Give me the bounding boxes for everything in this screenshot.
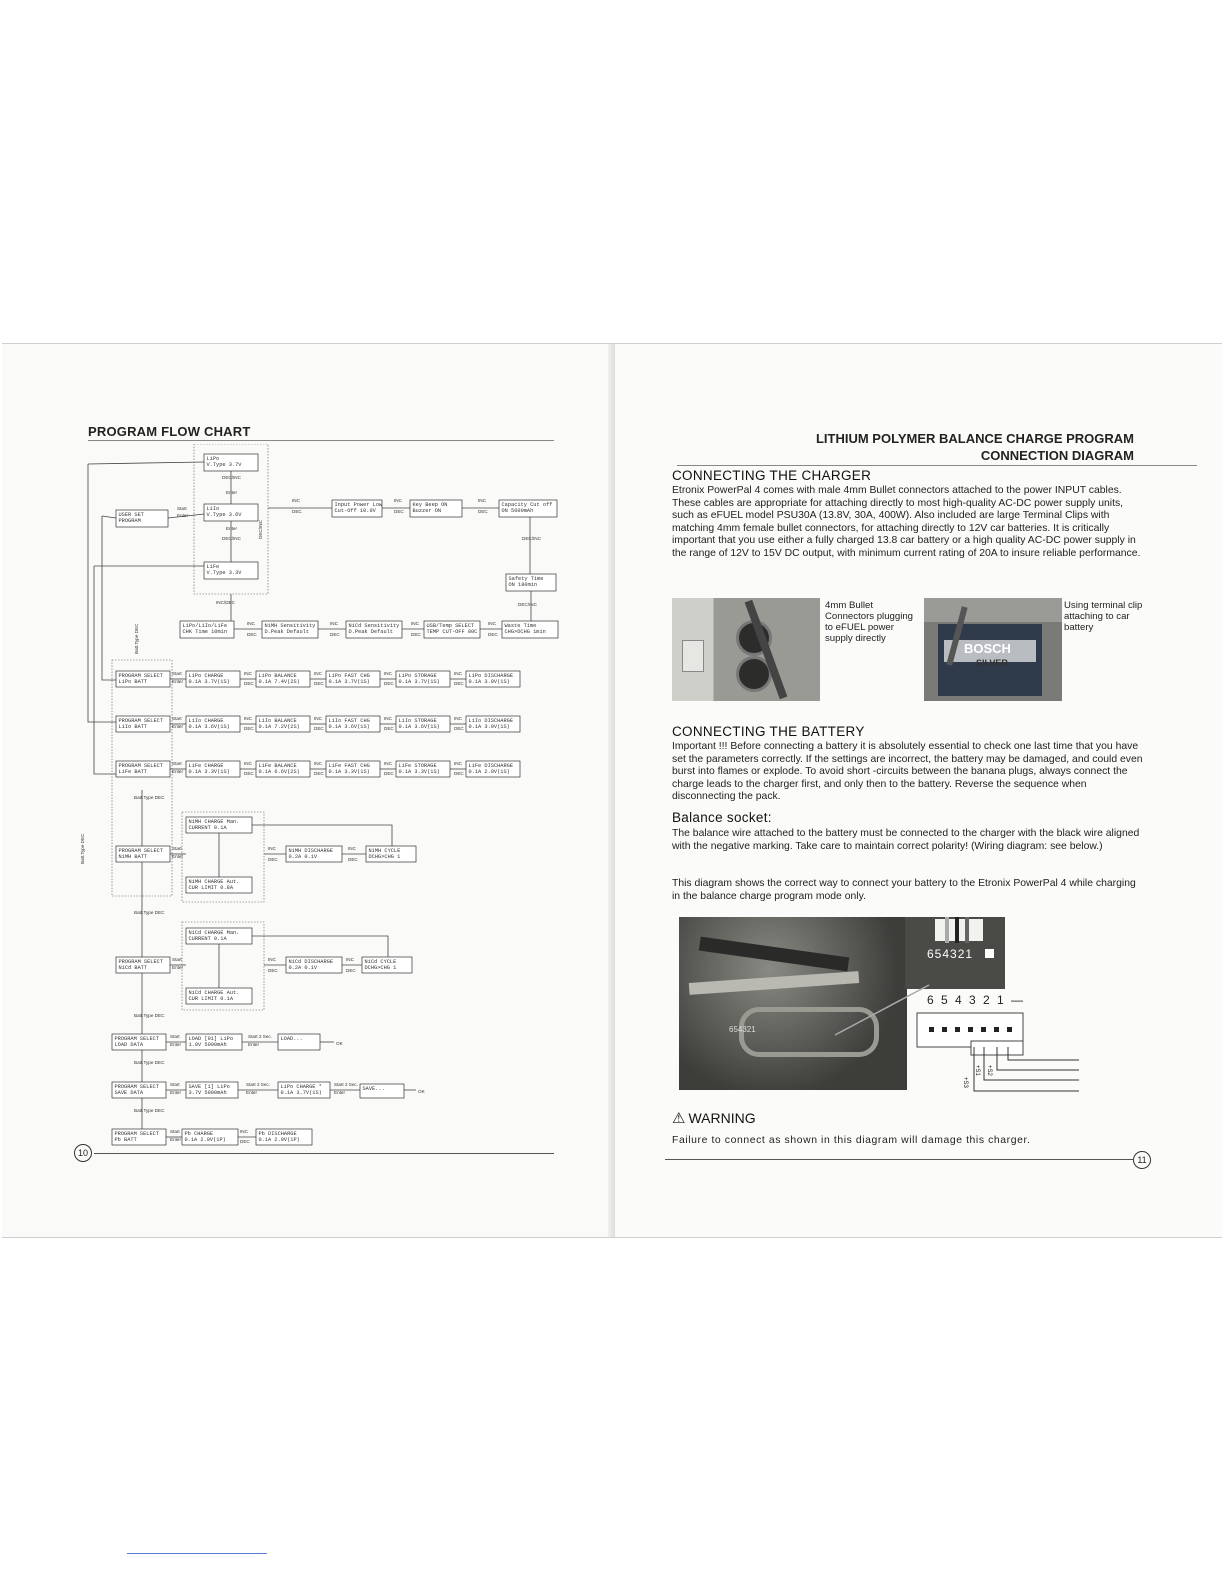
box-safety-time-text: ON 180min bbox=[508, 582, 538, 588]
box-safety-time-text: Safety Time bbox=[508, 576, 544, 582]
label-dec-b: DEC bbox=[394, 509, 404, 514]
box-liio_row-4-text: LiIo DISCHARGE bbox=[468, 718, 514, 724]
box-nimh-discharge-text: 0.2A 0.1V bbox=[288, 854, 318, 860]
label-enter-2: Enter bbox=[226, 526, 237, 531]
box-life_row-3-text: 0.1A 3.3V(1S) bbox=[398, 769, 440, 775]
battery-brand: BOSCH bbox=[964, 641, 1011, 656]
box-nicd-select-text: PROGRAM SELECT bbox=[118, 959, 164, 965]
label-dec-r2a: DEC bbox=[247, 632, 257, 637]
caption-bullet-connectors: 4mm Bullet Connectors plugging to eFUEL power supply directly bbox=[825, 600, 914, 644]
box-save-data-text: SAVE [1] LiPo bbox=[188, 1084, 230, 1090]
photo-bullet-connectors bbox=[672, 598, 820, 701]
box-liio_row-3-text: LiIo STORAGE bbox=[398, 718, 437, 724]
box-life_row-3-text: LiFe STORAGE bbox=[398, 763, 437, 769]
label-start-nimh: Start bbox=[172, 846, 182, 851]
label-start2-save-b: Start 2 Sec. bbox=[334, 1082, 359, 1087]
label-batt-type-vert: Batt.Type DEC bbox=[134, 623, 139, 654]
box-nicd-manual-text: NiCd CHARGE Man. bbox=[188, 930, 240, 936]
label-start2-save: Start 2 Sec. bbox=[246, 1082, 271, 1087]
box-waste-time-text: CHG>DCHG 1min bbox=[504, 629, 546, 635]
box-nicd-discharge-text: 0.2A 0.1V bbox=[288, 965, 318, 971]
box-lipo_row-2-text: LiPo FAST CHG bbox=[328, 673, 370, 679]
flow-connector bbox=[252, 825, 392, 846]
label-enter-save3: Enter bbox=[334, 1090, 345, 1095]
label-enter-save: Enter bbox=[170, 1090, 181, 1095]
flow-connector bbox=[102, 516, 116, 518]
label-start-liio_row: Start bbox=[172, 716, 182, 721]
label-inc-liio_row-0: INC bbox=[244, 716, 252, 721]
box-nicd-auto-text: CUR LIMIT 0.1A bbox=[188, 996, 234, 1002]
label-dec-inc-2: DEC/INC bbox=[222, 536, 241, 541]
label-inc-r2b: INC bbox=[330, 621, 338, 626]
warning-triangle-icon: ⚠ bbox=[672, 1110, 686, 1127]
pin-label-s3: +S3 bbox=[962, 1077, 968, 1088]
box-life_row-4-text: LiFe DISCHARGE bbox=[468, 763, 514, 769]
box-save-data-text: 3.7V 5000mAh bbox=[188, 1090, 227, 1096]
box-nicd-sens-text: D.Peak Default bbox=[348, 629, 394, 635]
label-start-save: Start bbox=[170, 1082, 180, 1087]
box-life-vtype-text: V.Type 3.3V bbox=[206, 570, 242, 576]
caption-car-battery: Using terminal clip attaching to car battery bbox=[1064, 600, 1143, 633]
box-life_row-4-text: 0.1A 2.0V(1S) bbox=[468, 769, 510, 775]
label-dec-nicd2: DEC bbox=[346, 968, 356, 973]
label-batt-load: Batt.Type DEC bbox=[134, 1013, 165, 1018]
label-dec-life_row-0: DEC bbox=[244, 771, 254, 776]
box-input-power-text: Cut-Off 10.0V bbox=[334, 508, 376, 514]
label-dec-life_row-1: DEC bbox=[314, 771, 324, 776]
label-dec-c: DEC bbox=[478, 509, 488, 514]
box-pb-select-text: PROGRAM SELECT bbox=[114, 1131, 160, 1137]
paragraph-diagram: This diagram shows the correct way to connect your battery to the Etronix PowerPal 4 while charging in the balance charge program mode only. bbox=[672, 878, 1136, 902]
box-lipo_row-3-text: LiPo STORAGE bbox=[398, 673, 437, 679]
box-liio_row-2-text: 0.1A 3.6V(1S) bbox=[328, 724, 370, 730]
label-enter-save2: Enter bbox=[246, 1090, 257, 1095]
flow-connector bbox=[252, 936, 388, 957]
label-dec-a: DEC bbox=[292, 509, 302, 514]
box-capacity-text: Capacity Cut off bbox=[501, 502, 553, 508]
label-inc-liio_row-3: INC bbox=[454, 716, 462, 721]
flow-connector bbox=[94, 566, 116, 774]
title-line-2: CONNECTION DIAGRAM bbox=[980, 448, 1134, 463]
box-life_row-select-text: PROGRAM SELECT bbox=[118, 763, 164, 769]
box-liio-vtype-text: LiIo bbox=[206, 506, 220, 512]
box-liio_row-select-text: LiIo BATT bbox=[118, 724, 148, 730]
box-nimh-auto-text: NiMH CHARGE Aut. bbox=[188, 879, 240, 885]
box-nicd-discharge-text: NiCd DISCHARGE bbox=[288, 959, 334, 965]
label-start-nicd: Start bbox=[172, 957, 182, 962]
box-usb-temp-text: TEMP CUT-OFF 80C bbox=[426, 629, 478, 635]
box-lipo_row-select-text: LiPo BATT bbox=[118, 679, 148, 685]
balance-wiring-diagram bbox=[679, 917, 1099, 1097]
box-nimh-sens-text: NiMH Sensitivity bbox=[264, 623, 316, 629]
box-lipo_row-select-text: PROGRAM SELECT bbox=[118, 673, 164, 679]
box-life_row-2-text: 0.1A 3.3V(1S) bbox=[328, 769, 370, 775]
heading-connecting-charger: CONNECTING THE CHARGER bbox=[672, 468, 872, 483]
flow-connector bbox=[88, 462, 204, 464]
box-liio_row-3-text: 0.1A 3.6V(1S) bbox=[398, 724, 440, 730]
label-dec-nicd: DEC bbox=[268, 968, 278, 973]
box-liio-vtype-text: V.Type 3.6V bbox=[206, 512, 242, 518]
label-batt-pb: Batt.Type DEC bbox=[134, 1108, 165, 1113]
box-lipo-vtype-text: V.Type 3.7V bbox=[206, 462, 242, 468]
label-enter-load2: Enter bbox=[248, 1042, 259, 1047]
label-enter-liio_row: Enter bbox=[172, 724, 183, 729]
label-inc-r2c: INC bbox=[411, 621, 419, 626]
label-inc-r2a: INC bbox=[247, 621, 255, 626]
label-inc-lipo_row-0: INC bbox=[244, 671, 252, 676]
label-inc-a: INC bbox=[292, 498, 300, 503]
label-batt-nicd: Batt.Type DEC bbox=[134, 910, 165, 915]
label-inc-lipo_row-2: INC bbox=[384, 671, 392, 676]
label-inc-liio_row-1: INC bbox=[314, 716, 322, 721]
box-lipo_row-1-text: 0.1A 7.4V(2S) bbox=[258, 679, 300, 685]
box-liio_row-1-text: 0.1A 7.2V(2S) bbox=[258, 724, 300, 730]
label-enter-load: Enter bbox=[170, 1042, 181, 1047]
label-dec-life_row-3: DEC bbox=[454, 771, 464, 776]
box-save-select-text: PROGRAM SELECT bbox=[114, 1084, 160, 1090]
page-number-right: 11 bbox=[1133, 1151, 1151, 1169]
connection-title bbox=[816, 430, 1134, 464]
footer-rule-left bbox=[94, 1153, 554, 1154]
box-nicd-select-text: NiCd BATT bbox=[118, 965, 148, 971]
label-start-pb: Start bbox=[170, 1129, 180, 1134]
label-enter-life_row: Enter bbox=[172, 769, 183, 774]
warning-text: Failure to connect as shown in this diagram will damage this charger. bbox=[672, 1135, 1031, 1146]
label-dec-inc-4: DEC/INC bbox=[518, 602, 537, 607]
box-pb-discharge-text: Pb DISCHARGE bbox=[258, 1131, 297, 1137]
page-number-left: 10 bbox=[74, 1144, 92, 1162]
box-lipo_row-4-text: LiPo DISCHARGE bbox=[468, 673, 514, 679]
label-dec-liio_row-3: DEC bbox=[454, 726, 464, 731]
box-liio_row-0-text: LiIo CHARGE bbox=[188, 718, 224, 724]
label-inc-c: INC bbox=[478, 498, 486, 503]
label-dec-inc-3: DEC/INC bbox=[522, 536, 541, 541]
box-life_row-2-text: LiFe FAST CHG bbox=[328, 763, 370, 769]
label-enter-1: Enter bbox=[226, 490, 237, 495]
flow-connector bbox=[102, 516, 116, 680]
label-dec-liio_row-2: DEC bbox=[384, 726, 394, 731]
paragraph-battery: Important !!! Before connecting a battery it is absolutely essential to check one last time that you have set the parameters correctly. If the settings are incorrect, the battery may be damaged, and could even burst into flames or explode. To avoid short -circuits between the banana plugs, always connect the charge leads to the charger first, and only then to the battery. Reverse the sequence when disconnecting the pack. bbox=[672, 741, 1143, 803]
box-lipo_row-3-text: 0.1A 3.7V(1S) bbox=[398, 679, 440, 685]
label-dec-nimh: DEC bbox=[268, 857, 278, 862]
box-pb-select-text: Pb BATT bbox=[114, 1137, 137, 1143]
title-rule bbox=[88, 440, 554, 441]
box-capacity-text: ON 5000mAh bbox=[501, 508, 534, 514]
label-dec-inc-side: DEC/INC bbox=[258, 520, 263, 539]
box-pb-charge-text: Pb CHARGE bbox=[184, 1131, 214, 1137]
label-ok-load: OK bbox=[336, 1041, 343, 1046]
box-liio_row-0-text: 0.1A 3.6V(1S) bbox=[188, 724, 230, 730]
box-lipo_row-0-text: LiPo CHARGE bbox=[188, 673, 224, 679]
label-batt-type-vert-2: Batt.Type DEC bbox=[80, 833, 85, 864]
label-dec-life_row-2: DEC bbox=[384, 771, 394, 776]
label-dec-lipo_row-0: DEC bbox=[244, 681, 254, 686]
label-dec-r2b: DEC bbox=[330, 632, 340, 637]
battery-model: SILVER bbox=[976, 658, 1008, 668]
label-enter-user: Enter bbox=[177, 513, 188, 518]
label-dec-lipo_row-2: DEC bbox=[384, 681, 394, 686]
program-flow-chart bbox=[72, 444, 562, 1164]
label-inc-dec: INC/DEC bbox=[216, 600, 235, 605]
label-start2-load: Start 2 Sec. bbox=[248, 1034, 273, 1039]
box-key-beep-text: Buzzer ON bbox=[412, 508, 442, 514]
box-lipo_row-1-text: LiPo BALANCE bbox=[258, 673, 297, 679]
heading-balance-socket: Balance socket: bbox=[672, 810, 772, 825]
box-nimh-select-text: PROGRAM SELECT bbox=[118, 848, 164, 854]
pin-label-s1: +S1 bbox=[974, 1065, 980, 1076]
label-start-user: Start bbox=[177, 506, 187, 511]
box-lipo_row-0-text: 0.1A 3.7V(1S) bbox=[188, 679, 230, 685]
box-liio_row-2-text: LiIo FAST CHG bbox=[328, 718, 370, 724]
label-inc-life_row-3: INC bbox=[454, 761, 462, 766]
label-inc-nimh: INC bbox=[268, 846, 276, 851]
box-nimh-cycle-text: NiMH CYCLE bbox=[368, 848, 401, 854]
box-pb-charge-text: 0.1A 2.0V(1P) bbox=[184, 1137, 226, 1143]
box-nicd-manual-text: CURRENT 0.1A bbox=[188, 936, 227, 942]
paragraph-balance: The balance wire attached to the battery must be connected to the charger with the black wire aligned with the negative marking. Take care to maintain correct polarity! (Wiring diagram: see below.) bbox=[672, 828, 1140, 852]
label-inc-nimh2: INC bbox=[348, 846, 356, 851]
label-inc-nicd2: INC bbox=[346, 957, 354, 962]
label-inc-pb: INC bbox=[240, 1129, 248, 1134]
box-liio_row-select-text: PROGRAM SELECT bbox=[118, 718, 164, 724]
box-key-beep-text: Key Beep ON bbox=[412, 502, 448, 508]
box-nimh-sens-text: D.Peak Default bbox=[264, 629, 310, 635]
box-nicd-auto-text: NiCd CHARGE Aut. bbox=[188, 990, 240, 996]
box-life_row-0-text: LiFe CHARGE bbox=[188, 763, 224, 769]
label-dec-pb: DEC bbox=[240, 1139, 250, 1144]
paragraph-charger: Etronix PowerPal 4 comes with male 4mm Bullet connectors attached to the power INPUT cables. These cables are appropriate for attaching directly to most high-quality AC-DC power supply units, such as eFUEL model PSU30A (13.8V, 30A, 400W). Also included are large Terminal Clips with matching 4mm female bullet connectors, for attaching directly to 12V car batteries. It is critically important that you use either a fully charged 13.8 car battery or a high quality AC-DC power supply in the range of 12V to 15V DC output, with minimum current rating of 20A to insure reliable performance. bbox=[672, 485, 1141, 559]
label-inc-life_row-0: INC bbox=[244, 761, 252, 766]
box-nimh-discharge-text: NiMH DISCHARGE bbox=[288, 848, 334, 854]
box-load-data-text: 1.0V 5000mAh bbox=[188, 1042, 227, 1048]
label-inc-b: INC bbox=[394, 498, 402, 503]
footer-rule-right bbox=[665, 1159, 1133, 1160]
warning-title: WARNING bbox=[688, 1110, 756, 1126]
label-inc-r2d: INC bbox=[488, 621, 496, 626]
box-liio_row-4-text: 0.1A 3.0V(1S) bbox=[468, 724, 510, 730]
box-lipo_row-4-text: 0.1A 3.0V(1S) bbox=[468, 679, 510, 685]
box-load-msg-text: LOAD... bbox=[280, 1036, 303, 1042]
label-dec-inc-1: DEC/INC bbox=[222, 475, 241, 480]
box-save-charge-text: LiPo CHARGE * bbox=[280, 1084, 322, 1090]
box-user-set-text: USER SET bbox=[118, 512, 144, 518]
footer-underline bbox=[127, 1553, 267, 1554]
label-start-load: Start bbox=[170, 1034, 180, 1039]
box-load-select-text: LOAD DATA bbox=[114, 1042, 144, 1048]
warning-heading bbox=[672, 1109, 756, 1127]
box-life-vtype-text: LiFe bbox=[206, 564, 220, 570]
box-chk-time-text: LiPo/LiIo/LiFe bbox=[182, 623, 228, 629]
box-nicd-cycle-text: DCHG>CHG 1 bbox=[364, 965, 397, 971]
box-save-charge-text: 0.1A 3.7V(1S) bbox=[280, 1090, 322, 1096]
box-waste-time-text: Waste Time bbox=[504, 623, 537, 629]
heading-connecting-battery: CONNECTING THE BATTERY bbox=[672, 724, 865, 739]
booklet-spread bbox=[2, 343, 1222, 1238]
box-nimh-manual-text: CURRENT 0.1A bbox=[188, 825, 227, 831]
box-nimh-manual-text: NiMH CHARGE Man. bbox=[188, 819, 240, 825]
label-start-life_row: Start bbox=[172, 761, 182, 766]
box-input-power-text: Input Power Low bbox=[334, 502, 383, 508]
right-page bbox=[615, 344, 1222, 1237]
label-batt-nimh: Batt.Type DEC bbox=[134, 795, 165, 800]
box-life_row-1-text: 0.1A 6.6V(2S) bbox=[258, 769, 300, 775]
box-nimh-auto-text: CUR LIMIT 0.8A bbox=[188, 885, 234, 891]
label-dec-liio_row-1: DEC bbox=[314, 726, 324, 731]
flow-chart-title: PROGRAM FLOW CHART bbox=[88, 424, 251, 439]
label-ok-save: OK bbox=[418, 1089, 425, 1094]
label-dec-liio_row-0: DEC bbox=[244, 726, 254, 731]
box-load-select-text: PROGRAM SELECT bbox=[114, 1036, 160, 1042]
box-life_row-0-text: 0.1A 3.3V(1S) bbox=[188, 769, 230, 775]
label-enter-pb: Enter bbox=[170, 1137, 181, 1142]
box-pb-discharge-text: 0.1A 2.0V(1P) bbox=[258, 1137, 300, 1143]
socket-label-large: 6 5 4 3 2 1 — bbox=[927, 993, 1026, 1007]
label-inc-nicd: INC bbox=[268, 957, 276, 962]
label-enter-lipo_row: Enter bbox=[172, 679, 183, 684]
box-nicd-sens-text: NiCd Sensitivity bbox=[348, 623, 400, 629]
label-inc-lipo_row-3: INC bbox=[454, 671, 462, 676]
box-life_row-select-text: LiFe BATT bbox=[118, 769, 148, 775]
box-lipo-vtype-text: LiPo bbox=[206, 456, 220, 462]
box-lipo_row-2-text: 0.1A 3.7V(1S) bbox=[328, 679, 370, 685]
box-nimh-cycle-text: DCHG>CHG 1 bbox=[368, 854, 401, 860]
box-save-msg-text: SAVE... bbox=[362, 1086, 385, 1092]
label-dec-lipo_row-1: DEC bbox=[314, 681, 324, 686]
label-inc-life_row-1: INC bbox=[314, 761, 322, 766]
box-usb-temp-text: USB/Temp SELECT bbox=[426, 623, 475, 629]
label-enter-nicd: Enter bbox=[172, 965, 183, 970]
label-dec-r2c: DEC bbox=[411, 632, 421, 637]
box-load-data-text: LOAD [01] LiPo bbox=[188, 1036, 234, 1042]
box-save-select-text: SAVE DATA bbox=[114, 1090, 144, 1096]
left-page bbox=[2, 344, 615, 1237]
box-nicd-cycle-text: NiCd CYCLE bbox=[364, 959, 397, 965]
label-inc-life_row-2: INC bbox=[384, 761, 392, 766]
box-nimh-select-text: NiMH BATT bbox=[118, 854, 148, 860]
photo-socket-label: 654321 bbox=[729, 1025, 756, 1034]
photo-car-battery bbox=[924, 598, 1062, 701]
title-rule-right bbox=[677, 465, 1197, 466]
title-line-1: LITHIUM POLYMER BALANCE CHARGE PROGRAM bbox=[815, 431, 1134, 446]
box-liio_row-1-text: LiIo BALANCE bbox=[258, 718, 297, 724]
box-user-set-text: PROGRAM bbox=[118, 518, 141, 524]
box-chk-time-text: CHK Time 10min bbox=[182, 629, 228, 635]
label-start-lipo_row: Start bbox=[172, 671, 182, 676]
label-inc-liio_row-2: INC bbox=[384, 716, 392, 721]
label-dec-nimh2: DEC bbox=[348, 857, 358, 862]
label-dec-lipo_row-3: DEC bbox=[454, 681, 464, 686]
closeup-socket-label: 654321 bbox=[927, 947, 974, 961]
label-inc-lipo_row-1: INC bbox=[314, 671, 322, 676]
label-dec-r2d: DEC bbox=[488, 632, 498, 637]
label-enter-nimh: Enter bbox=[172, 854, 183, 859]
pin-label-s2: +S2 bbox=[986, 1065, 992, 1076]
label-batt-save: Batt.Type DEC bbox=[134, 1060, 165, 1065]
box-life_row-1-text: LiFe BALANCE bbox=[258, 763, 297, 769]
